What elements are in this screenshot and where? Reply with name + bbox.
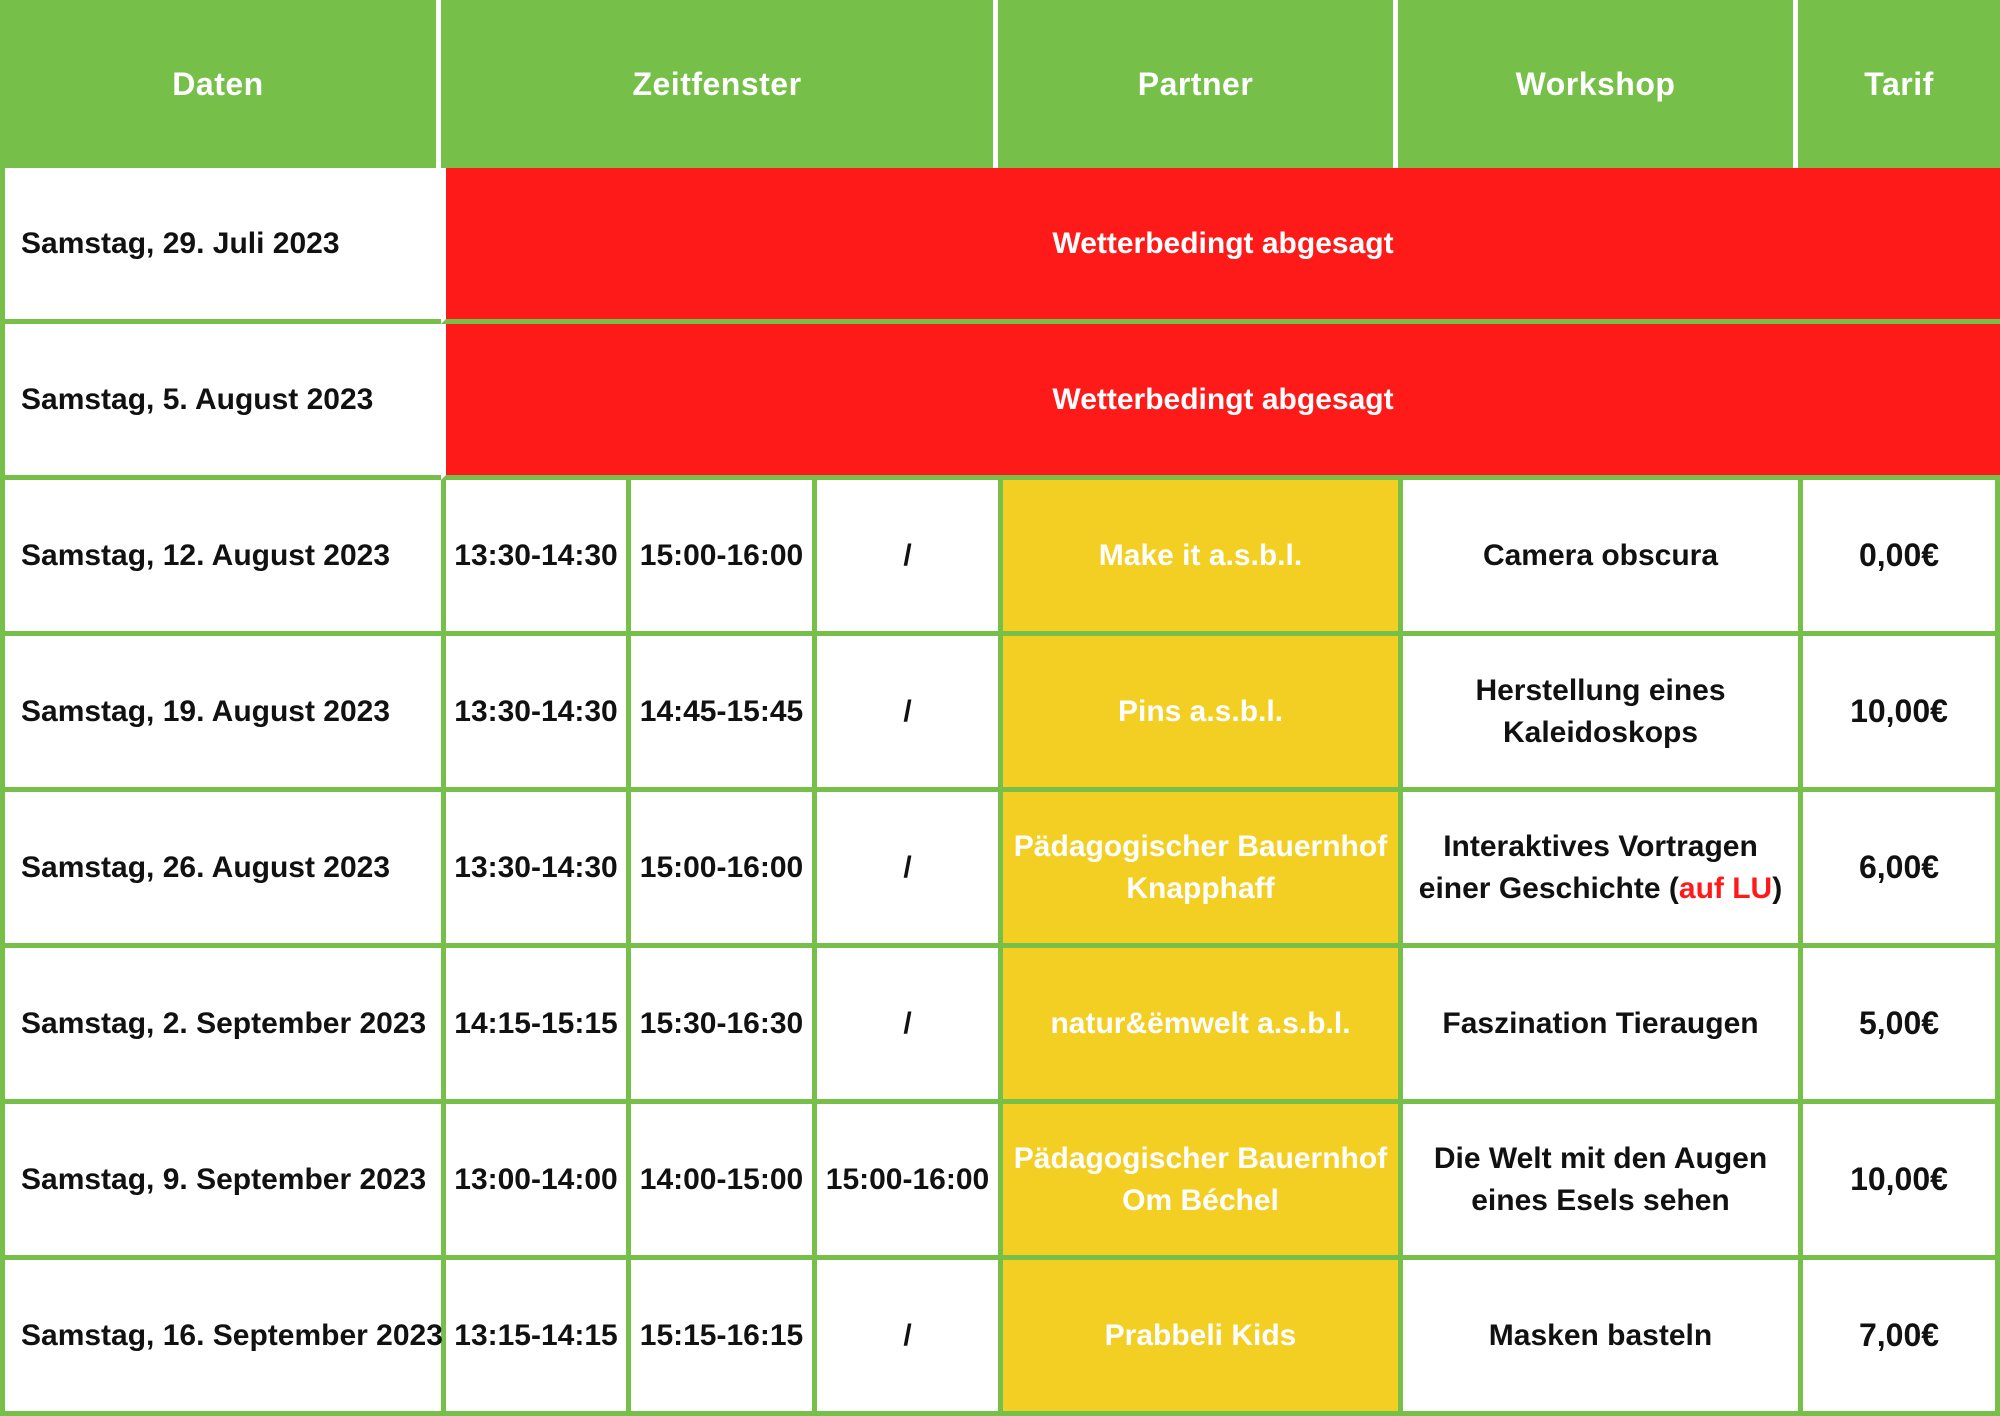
workshop-title-line1: Herstellung eines (1475, 673, 1726, 707)
tarif-cell: 10,00€ (1798, 636, 2000, 792)
workshop-title-line1: Die Welt mit den Augen (1433, 1141, 1768, 1175)
date-cell: Samstag, 12. August 2023 (0, 480, 441, 636)
workshop-cell (1398, 948, 1798, 1104)
partner-cell (998, 792, 1398, 948)
partner-cell (998, 636, 1398, 792)
header-row (0, 0, 2000, 168)
header-partner: Partner (998, 0, 1398, 168)
timeslot-3: / (812, 480, 998, 636)
table-row (0, 1104, 2000, 1260)
tarif-cell: 0,00€ (1798, 480, 2000, 636)
workshop-text: einer Geschichte ( (1418, 871, 1679, 905)
timeslot-1: 13:30-14:30 (441, 480, 626, 636)
date-cell: Samstag, 5. August 2023 (0, 324, 441, 480)
partner-name-line2: Knapphaff (1126, 871, 1275, 905)
timeslot-2: 14:00-15:00 (626, 1104, 812, 1260)
partner-name: Prabbeli Kids (1104, 1318, 1297, 1352)
table-row (0, 636, 2000, 792)
partner-cell (998, 480, 1398, 636)
partner-name-line1: Pädagogischer Bauernhof (1013, 1141, 1388, 1175)
table-row (0, 792, 2000, 948)
table-row (0, 324, 2000, 480)
workshop-title: Masken basteln (1488, 1318, 1713, 1352)
timeslot-1: 13:15-14:15 (441, 1260, 626, 1416)
timeslot-1: 13:30-14:30 (441, 636, 626, 792)
tarif-cell: 6,00€ (1798, 792, 2000, 948)
timeslot-1: 13:30-14:30 (441, 792, 626, 948)
workshop-cell (1398, 1104, 1798, 1260)
header-tarif: Tarif (1798, 0, 2000, 168)
cancelled-banner: Wetterbedingt abgesagt (441, 168, 2000, 324)
partner-name-line2: Om Béchel (1122, 1183, 1279, 1217)
timeslot-2: 15:15-16:15 (626, 1260, 812, 1416)
tarif-cell: 10,00€ (1798, 1104, 2000, 1260)
partner-name-line1: Pädagogischer Bauernhof (1013, 829, 1388, 863)
date-cell: Samstag, 16. September 2023 (0, 1260, 441, 1416)
timeslot-1: 13:00-14:00 (441, 1104, 626, 1260)
partner-cell (998, 948, 1398, 1104)
workshop-cell (1398, 792, 1798, 948)
language-note: auf LU (1678, 871, 1773, 905)
header-timeslots: Zeitfenster (441, 0, 998, 168)
timeslot-3: 15:00-16:00 (812, 1104, 998, 1260)
timeslot-3: / (812, 636, 998, 792)
tarif-cell: 7,00€ (1798, 1260, 2000, 1416)
partner-cell (998, 1260, 1398, 1416)
timeslot-1: 14:15-15:15 (441, 948, 626, 1104)
table-row (0, 480, 2000, 636)
workshop-cell (1398, 480, 1798, 636)
workshop-title-line1: Interaktives Vortragen (1443, 829, 1758, 863)
date-cell: Samstag, 2. September 2023 (0, 948, 441, 1104)
partner-name: Pins a.s.b.l. (1117, 694, 1284, 728)
table-row (0, 1260, 2000, 1416)
workshop-title-line2: Kaleidoskops (1502, 715, 1699, 749)
timeslot-3: / (812, 792, 998, 948)
timeslot-3: / (812, 1260, 998, 1416)
partner-name: Make it a.s.b.l. (1098, 538, 1303, 572)
timeslot-3: / (812, 948, 998, 1104)
workshop-cell (1398, 1260, 1798, 1416)
partner-cell (998, 1104, 1398, 1260)
timeslot-2: 15:30-16:30 (626, 948, 812, 1104)
partner-name: natur&ëmwelt a.s.b.l. (1050, 1006, 1351, 1040)
timeslot-2: 14:45-15:45 (626, 636, 812, 792)
timeslot-2: 15:00-16:00 (626, 792, 812, 948)
workshop-title-line2 (1413, 868, 1788, 910)
header-workshop: Workshop (1398, 0, 1798, 168)
workshop-text: ) (1772, 871, 1783, 905)
workshop-title: Faszination Tieraugen (1442, 1006, 1759, 1040)
workshop-title-line2: eines Esels sehen (1471, 1183, 1730, 1217)
tarif-cell: 5,00€ (1798, 948, 2000, 1104)
date-cell: Samstag, 29. Juli 2023 (0, 168, 441, 324)
table-row (0, 948, 2000, 1104)
cancelled-banner: Wetterbedingt abgesagt (441, 324, 2000, 480)
date-cell: Samstag, 9. September 2023 (0, 1104, 441, 1260)
date-cell: Samstag, 19. August 2023 (0, 636, 441, 792)
header-dates: Daten (0, 0, 441, 168)
table-row (0, 168, 2000, 324)
workshop-cell (1398, 636, 1798, 792)
timeslot-2: 15:00-16:00 (626, 480, 812, 636)
date-cell: Samstag, 26. August 2023 (0, 792, 441, 948)
workshop-title: Camera obscura (1482, 538, 1719, 572)
